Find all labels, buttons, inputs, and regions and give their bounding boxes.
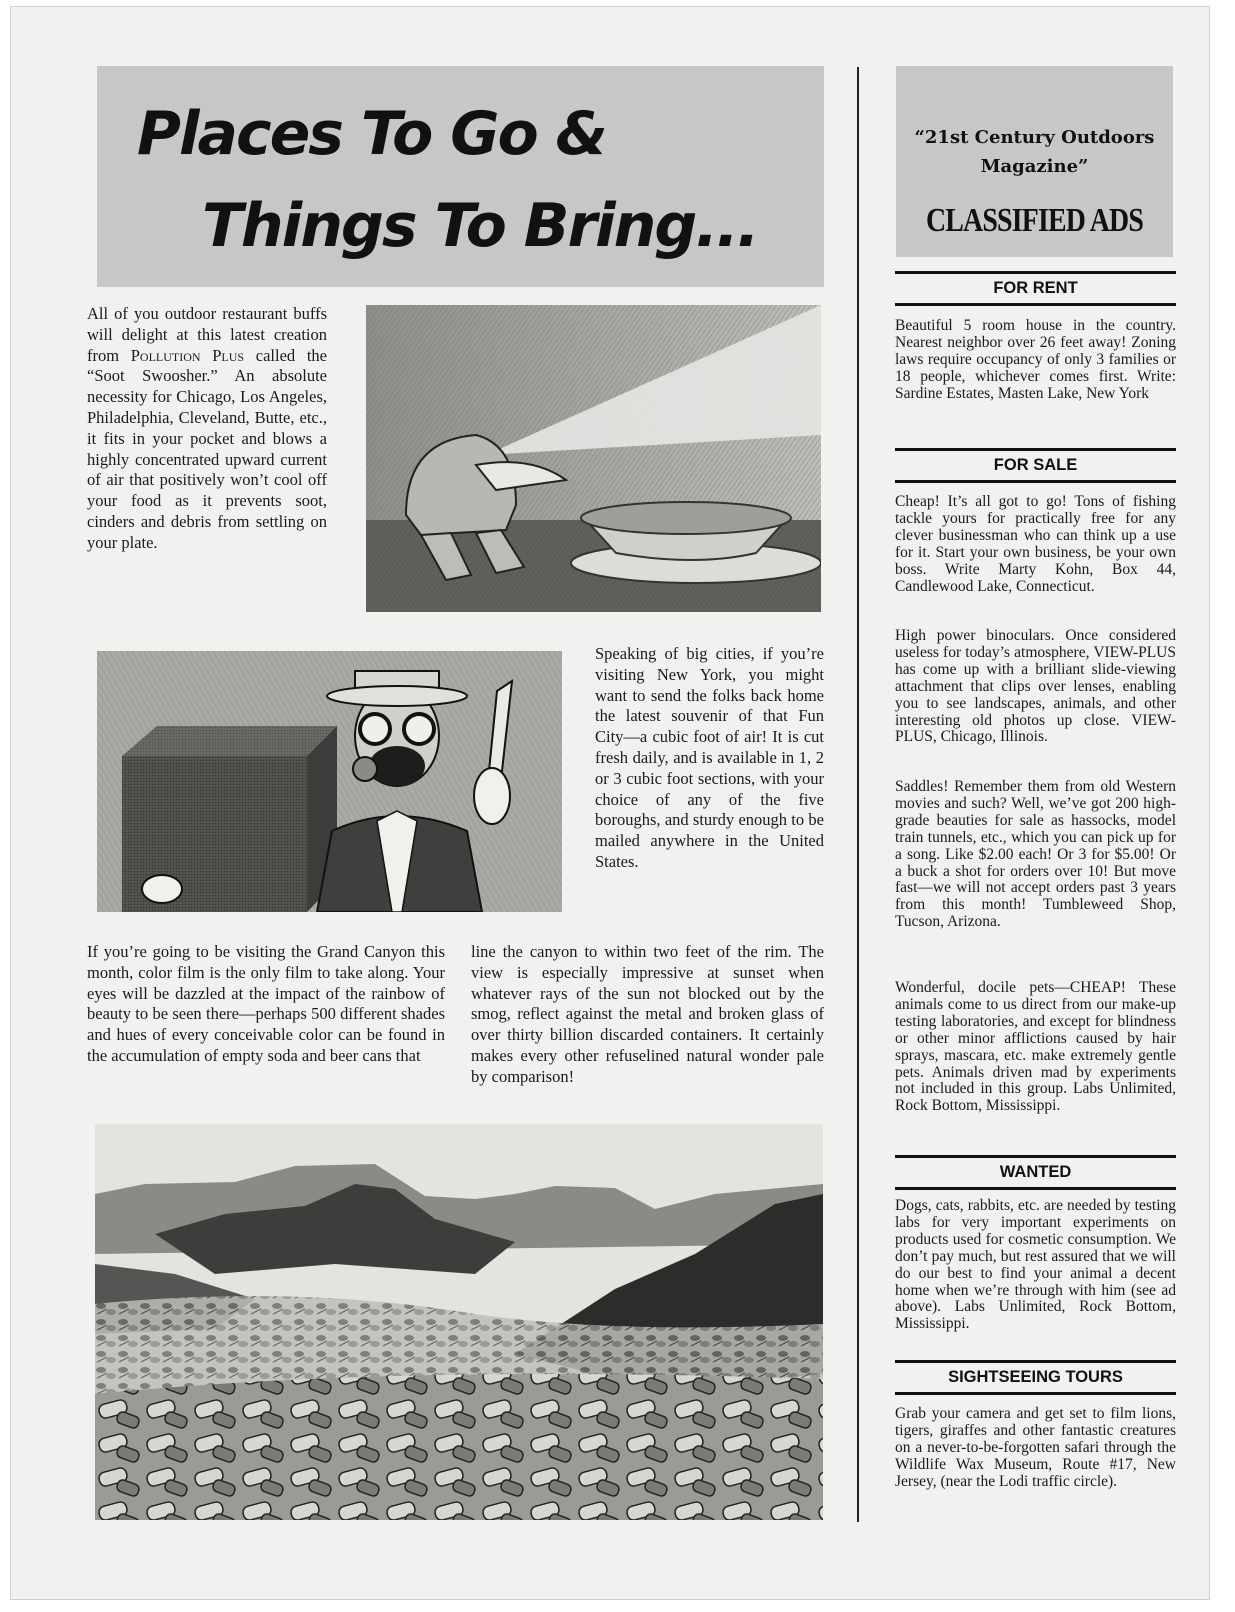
classified-title: CLASSIFIED ADS <box>925 202 1144 239</box>
magazine-page <box>10 6 1210 1600</box>
ad-sale-tackle: Cheap! It’s all got to go! Tons of fishing tackle yours for practically free for any clever businessman who can think up a use for it. Start your own business, be your own boss. Write Marty Kohn, Box 44, Candlewood Lake, Connecticut. <box>895 493 1176 595</box>
ad-rent-house: Beautiful 5 room house in the country. Nearest neighbor over 26 feet away! Zoning laws require occupancy of only 3 families or 18 people, whichever comes first. Write: Sardine Estates, Masten Lake, New York <box>895 317 1176 402</box>
section-wanted: WANTED <box>895 1155 1176 1190</box>
column-divider <box>857 67 859 1522</box>
section-for-rent: FOR RENT <box>895 271 1176 306</box>
article-cubic-foot-of-air: Speaking of big cities, if you’re visiting New York, you might want to send the folks back home the latest souvenir of that Fun City—a cubic foot of air! It is cut fresh daily, and is available in 1, 2 or 3 cubic foot sections, with your choice of any of the five boroughs, and sturdy enough to be mailed anywhere in the United States. <box>595 644 824 871</box>
magazine-tagline: “21st Century Outdoors Magazine” <box>914 127 1155 177</box>
ad-tours-safari: Grab your camera and get set to film lions, tigers, giraffes and other fantastic creatures on a never-to-be-forgotten safari through the Wildlife Wax Museum, Route #17, New Jersey, (near the Lodi traffic circle). <box>895 1405 1176 1490</box>
classified-header <box>896 66 1173 257</box>
page-title-line-1: Places To Go & <box>137 99 606 169</box>
ad-sale-saddles: Saddles! Remember them from old Western movies and such? Well, we’ve got 200 high-grade beauties for sale as hassocks, model train tunnels, etc., which you can pick up for a song. Like $2.00 each! Or 3 for $5.00! Or a buck a shot for orders over 10! But move fast—we will not accept orders past 3 years from this month! Tumbleweed Shop, Tucson, Arizona. <box>895 778 1176 931</box>
section-sightseeing-tours: SIGHTSEEING TOURS <box>895 1360 1176 1395</box>
cubic-foot-of-air-illustration <box>97 651 562 912</box>
grand-canyon-cans-illustration <box>95 1124 823 1520</box>
article-soot-swoosher: All of you outdoor restaurant buffs will delight at this latest creation from Pollution Plus called the “Soot Swoosher.” An absolute necessity for Chicago, Los Angeles, Philadelphia, Cleveland, Butte, etc., it fits in your pocket and blows a highly concentrated upward current of air that positively won’t cool off your food as it prevents soot, cinders and debris from settling on your plate. <box>87 304 327 552</box>
section-for-sale: FOR SALE <box>895 448 1176 483</box>
brand-name: Pollution Plus <box>130 345 245 365</box>
ad-wanted-animals: Dogs, cats, rabbits, etc. are needed by testing labs for very important experiments on products used for cosmetic consumption. We don’t pay much, but rest assured that we will do our best to find your animal a decent home when we’re through with him (see ad above). Labs Unlimited, Rock Bottom, Mississippi. <box>895 1197 1176 1333</box>
title-banner <box>97 66 824 287</box>
article-grand-canyon-col2: line the canyon to within two feet of the rim. The view is especially impressive at sunset when whatever rays of the sun not blocked out by the smog, reflect against the metal and broken glass of over thirty billion discarded containers. It certainly makes every other refuselined natural wonder pale by comparison! <box>471 942 824 1086</box>
ad-sale-binoculars: High power binoculars. Once considered useless for today’s atmosphere, VIEW-PLUS has come up with a brilliant slide-viewing attachment that clips over lenses, enabling you to see landscapes, animals, and other interesting old photos up close. VIEW-PLUS, Chicago, Illinois. <box>895 627 1176 746</box>
page-title-line-2: Things To Bring... <box>202 191 758 261</box>
article-grand-canyon-col1: If you’re going to be visiting the Grand Canyon this month, color film is the only film to take along. Your eyes will be dazzled at the impact of the rainbow of beauty to be seen there—perhaps 500 different shades and hues of every conceivable color can be found in the accumulation of empty soda and beer cans that <box>87 942 445 1065</box>
soot-swoosher-illustration <box>366 305 821 612</box>
ad-sale-pets: Wonderful, docile pets—CHEAP! These animals come to us direct from our make-up testing laboratories, and except for blindness or other minor afflictions caused by hair sprays, mascara, etc. make extremely gentle pets. Animals driven mad by experiments not included in this group. Labs Unlimited, Rock Bottom, Mississippi. <box>895 979 1176 1115</box>
